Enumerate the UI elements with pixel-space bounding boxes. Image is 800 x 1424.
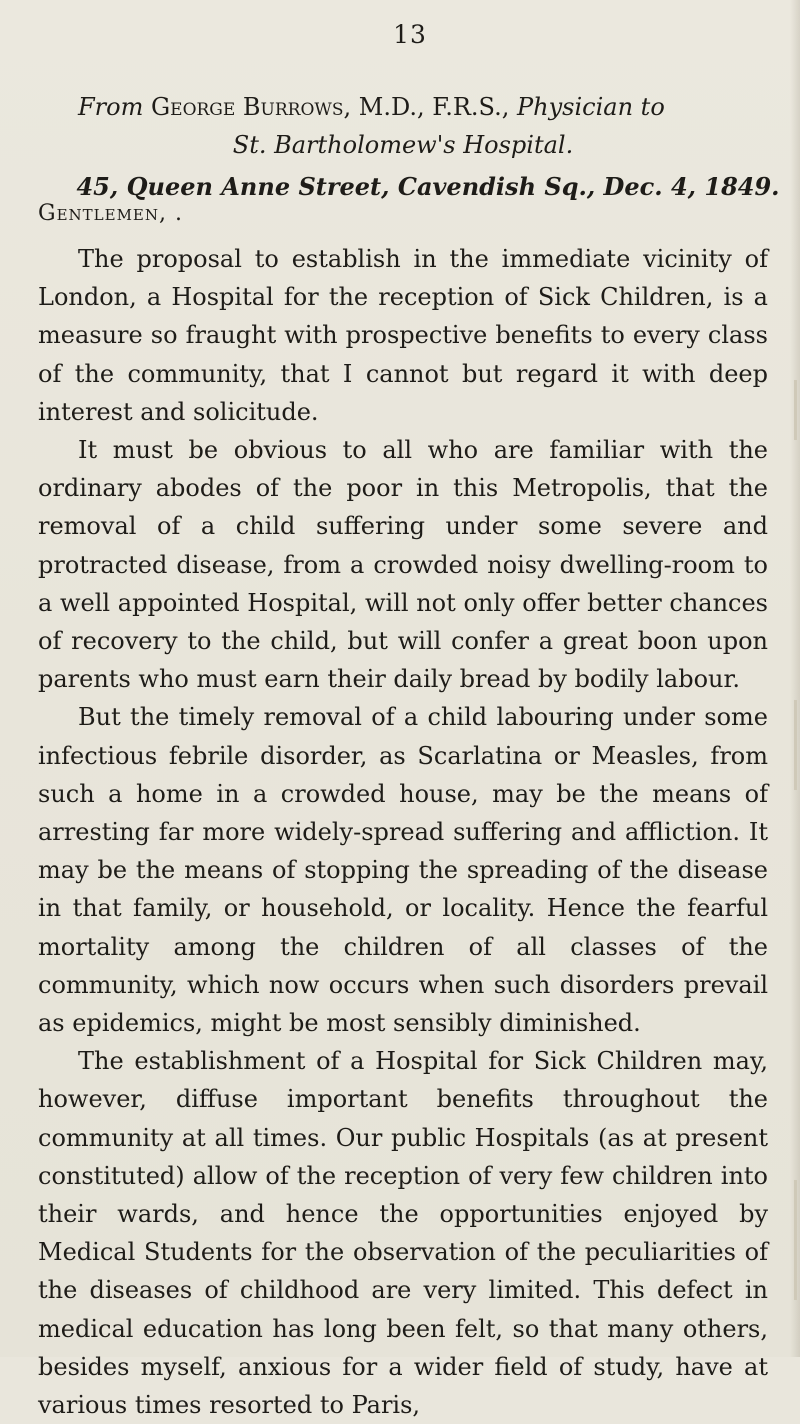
page-edge-mark xyxy=(794,380,797,440)
address: 45, Queen Anne Street, Cavendish Sq., Dec. 4, 1849. xyxy=(76,172,780,201)
heading-from: From xyxy=(78,93,144,121)
paragraph: It must be obvious to all who are familiar with the ordinary abodes of the poor in this Metropolis, that the removal of a child suffering under some severe and protracted disease, from a crowded noisy dwelling-room to a well appointed Hospital, will not only offer better chances of recovery to the child, but will confer a great boon upon parents who must earn their daily bread by bodily labour. xyxy=(38,436,768,694)
salutation: Gentlemen, . xyxy=(38,201,183,226)
author-name: George Burrows xyxy=(150,93,344,121)
letter-body xyxy=(38,240,768,1424)
author-role: Physician to xyxy=(517,93,665,121)
paragraph: The proposal to establish in the immediate vicinity of London, a Hospital for the reception of Sick Children, is a measure so fraught with prospective benefits to every class of the community, that I cannot but regard it with deep interest and solicitude. xyxy=(38,245,768,426)
page-number: 13 xyxy=(393,20,427,49)
institution-line xyxy=(38,126,768,164)
letter-heading-line xyxy=(38,88,800,126)
author-credentials: , M.D., F.R.S., xyxy=(343,93,517,121)
page-edge-mark xyxy=(794,1180,797,1300)
paragraph: But the timely removal of a child labouring under some infectious febrile disorder, as Scarlatina or Measles, from such a home in a crowded house, may be the means of arresting far more widely-spread suffering and affliction. It may be the means of stopping the spreading of the disease in that family, or household, or locality. Hence the fearful mortality among the children of all classes of the community, which now occurs when such disorders prevail as epidemics, might be most sensibly diminished. xyxy=(38,703,768,1038)
paragraph: The establishment of a Hospital for Sick Children may, however, diffuse important benefits throughout the community at all times. Our public Hospitals (as at present constituted) allow of the reception of very few children into their wards, and hence the opportunities enjoyed by Medical Students for the observation of the peculiarities of the diseases of childhood are very limited. This defect in medical education has long been felt, so that many others, besides myself, anxious for a wider field of study, have at various times resorted to Paris, xyxy=(38,1047,768,1420)
institution: St. Bartholomew's Hospital. xyxy=(232,131,574,159)
page-edge-mark xyxy=(794,700,797,790)
